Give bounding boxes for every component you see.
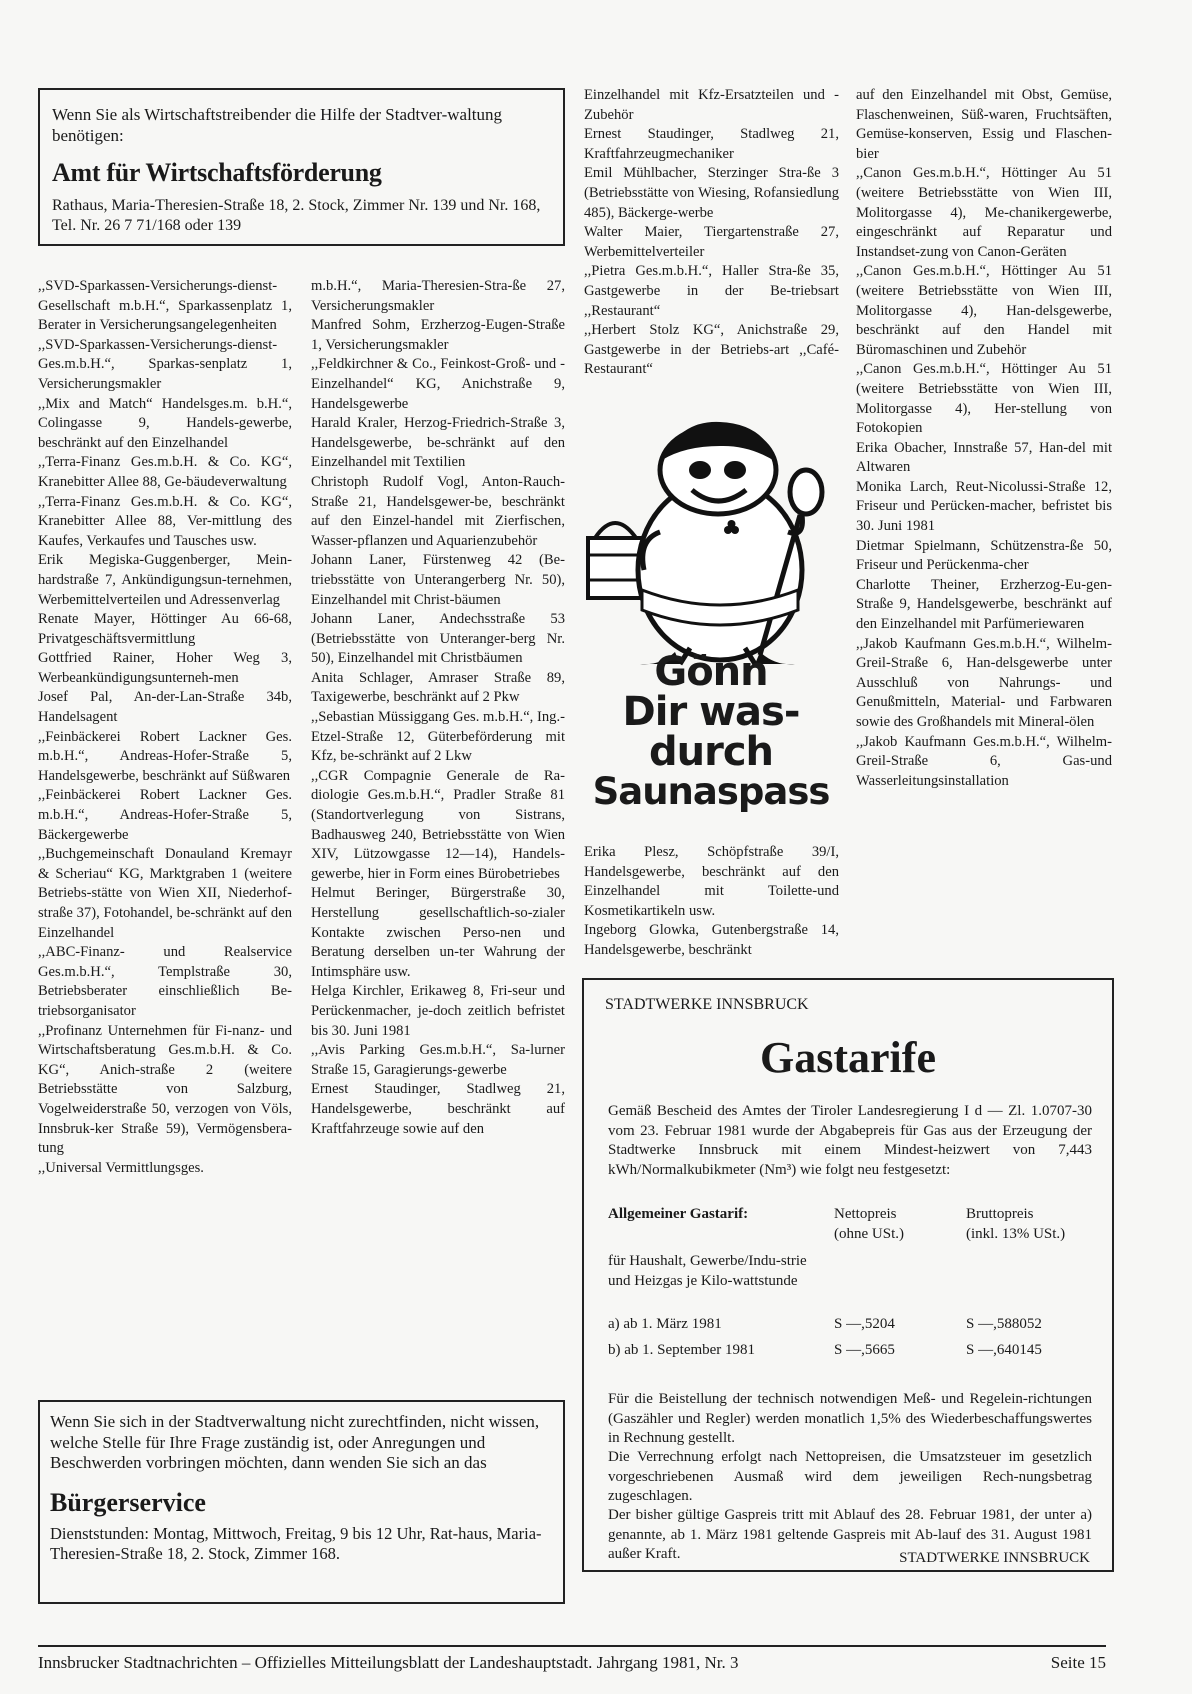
register-entry: Einzelhandel mit Kfz-Ersatzteilen und -Zubehör (584, 87, 839, 123)
column-3-bottom (584, 843, 839, 961)
register-entry: ,,ABC-Finanz- und Realservice Ges.m.b.H.“, Templstraße 30, Betriebsberater einschließlich Be-triebsorganisator (38, 944, 292, 1019)
register-entry: ,,Feinbäckerei Robert Lackner Ges. m.b.H.“, Andreas-Hofer-Straße 5, Bäckergewerbe (38, 787, 292, 843)
register-entry: ,,Pietra Ges.m.b.H.“, Haller Stra-ße 35, Gastgewerbe in der Be-triebsart ,,Restaurant“ (584, 263, 839, 319)
register-entry: ,,Canon Ges.m.b.H.“, Höttinger Au 51 (weitere Betriebsstätte von Wien III, Molitorgasse 4), Me-chanikergewerbe, eingeschränkt auf Reparatur und Instandset-zung von Canon-Geräten (856, 165, 1112, 260)
register-entry: Ernest Staudinger, Stadlweg 21, Kraftfahrzeugmechaniker (584, 126, 839, 162)
footer-publication: Innsbrucker Stadtnachrichten – Offizielles Mitteilungsblatt der Landeshauptstadt. Jahrgang 1981, Nr. 3 (38, 1653, 739, 1672)
gas-row-b-gross: S —,640145 (966, 1342, 1042, 1358)
register-entry: ,,Sebastian Müssiggang Ges. m.b.H.“, Ing.-Etzel-Straße 12, Güterbeförderung mit Kfz, be-schränkt auf 2 Lkw (311, 709, 565, 765)
register-entry: ,,Jakob Kaufmann Ges.m.b.H.“, Wilhelm-Greil-Straße 6, Han-delsgewerbe unter Ausschluß von Nahrungs- und Genußmitteln, Material- und Farbwaren sowie des Großhandels mit Mineral-ölen (856, 635, 1112, 730)
register-entry: Renate Mayer, Höttinger Au 66-68, Privatgeschäftsvermittlung (38, 611, 292, 647)
gas-row-a-net: S —,5204 (834, 1316, 895, 1332)
gas-row-a-gross: S —,588052 (966, 1316, 1042, 1332)
box-intro: Wenn Sie als Wirtschaftstreibender die Hilfe der Stadtver-waltung benötigen: (52, 105, 503, 145)
register-entry: Johann Laner, Fürstenweg 42 (Be-triebsstätte von Unterangerberg Nr. 50), Einzelhandel mit Christ-bäumen (311, 552, 565, 608)
gas-para-1: Für die Beistellung der technisch notwendigen Meß- und Regelein-richtungen (Gaszähler und Regler) werden monatlich 1,5% des Wiederbeschaffungswertes in Rechnung gestellt. (608, 1391, 1092, 1446)
box-address: Rathaus, Maria-Theresien-Straße 18, 2. Stock, Zimmer Nr. 139 und Nr. 168, Tel. Nr. 26 7 71/168 oder 139 (52, 197, 541, 234)
info-box-wirtschaftsfoerderung (38, 88, 565, 246)
register-entry: Ingeborg Glowka, Gutenbergstraße 14, Handelsgewerbe, beschränkt (584, 922, 839, 958)
ad-line-3: durch (648, 729, 774, 775)
register-entry: ,,Universal Vermittlungsges. (38, 1159, 204, 1176)
footer-page-number: Seite 15 (1050, 1653, 1106, 1672)
register-entry: Monika Larch, Reut-Nicolussi-Straße 12, Friseur und Perücken-macher, befristet bis 30. Juni 1981 (856, 478, 1112, 535)
register-entry: ,,SVD-Sparkassen-Versicherungs-dienst-Gesellschaft m.b.H.“, Sparkassenplatz 1, Berater in Versicherungsangelegenheiten (38, 278, 292, 334)
info-box-buergerservice (38, 1400, 565, 1604)
gas-signature: STADTWERKE INNSBRUCK (899, 1550, 1090, 1566)
register-entry: ,,Feldkirchner & Co., Feinkost-Groß- und -Einzelhandel“ KG, Anichstraße 9, Handelsgewerbe (311, 356, 565, 412)
register-entry: ,,CGR Compagnie Generale de Ra-diologie Ges.m.b.H.“, Pradler Straße 81 (Standortverlegung von Sistrans, Badhausweg 240, Betriebsstätte von Wien XIV, Lützowgasse 12—14), Handels-gewerbe, hier in Form eines Bürobetriebes (311, 767, 565, 882)
gas-table-gross-head: Bruttopreis (966, 1206, 1034, 1222)
register-entry: Erika Obacher, Innstraße 57, Han-del mit Altwaren (856, 439, 1112, 476)
register-entry: Dietmar Spielmann, Schützenstra-ße 50, Friseur und Perückenma-cher (856, 537, 1112, 574)
gas-table-gross-sub: (inkl. 13% USt.) (966, 1226, 1066, 1242)
box-title: Amt für Wirtschaftsförderung (52, 158, 382, 187)
register-entry: Erik Megiska-Guggenberger, Mein-hardstraße 7, Ankündigungsun-ternehmen, Werbemittelverteilen und Adressenverlag (38, 552, 292, 608)
gas-title: Gastarife (760, 1033, 936, 1082)
gas-tariff-box (582, 978, 1114, 1572)
register-entry: ,,Avis Parking Ges.m.b.H.“, Sa-lurner Straße 15, Garagierungs-gewerbe (311, 1042, 565, 1078)
register-entry: ,,Buchgemeinschaft Donauland Kremayr & Scheriau“ KG, Marktgraben 1 (weitere Betriebs-stätte von Wien XII, Niederhof-straße 37), Fotohandel, be-schränkt auf den Einzelhandel (38, 846, 292, 941)
register-entry: Johann Laner, Andechsstraße 53 (Betriebsstätte von Unteranger-berg Nr. 50), Einzelhandel mit Christbäumen (311, 611, 565, 667)
register-entry: ,,SVD-Sparkassen-Versicherungs-dienst-Ges.m.b.H.“, Sparkas-senplatz 1, Versicherungsmakler (38, 336, 292, 392)
register-entry: Christoph Rudolf Vogl, Anton-Rauch-Straße 21, Handelsgewer-be, beschränkt auf den Einzel-handel mit Zierfischen, Wasser-pflanzen und Aquarienzubehör (311, 473, 565, 549)
register-entry: ,,Herbert Stolz KG“, Anichstraße 29, Gastgewerbe in der Betriebs-art ,,Café-Restaurant“ (584, 322, 839, 378)
register-entry: Harald Kraler, Herzog-Friedrich-Straße 3, Handelsgewerbe, be-schränkt auf den Einzelhandel mit Textilien (311, 415, 565, 471)
register-entry: Erika Plesz, Schöpfstraße 39/I, Handelsgewerbe, beschränkt auf den Einzelhandel mit Toilette-und Kosmetikartikeln usw. (584, 844, 839, 919)
gas-org: STADTWERKE INNSBRUCK (605, 996, 809, 1013)
register-entry: ,,Profinanz Unternehmen für Fi-nanz- und Wirtschaftsberatung Ges.m.b.H. & Co. KG“, Anich-straße 2 (weitere Betriebsstätte von Salzburg, Vogelweiderstraße 50, verzogen von Völs, Innsbruk-ker Straße 59), Vermögensbera-tung (38, 1022, 292, 1157)
gas-table-label: Allgemeiner Gastarif: (608, 1206, 749, 1222)
gas-intro: Gemäß Bescheid des Amtes der Tiroler Landesregierung I d — Zl. 1.0707-30 vom 23. Februar 1981 wurde der Abgabepreis für Gas aus der Erzeugung der Stadtwerke Innsbruck mit einem Mindest-heizwert von 7,443 kWh/Normalkubikmeter (Nm³) wie folgt neu festgesetzt: (608, 1103, 1092, 1178)
register-entry: Charlotte Theiner, Erzherzog-Eu-gen-Straße 9, Handelsgewerbe, beschränkt auf den Einzelhandel mit Parfümeriewaren (856, 576, 1112, 633)
register-entry: Emil Mühlbacher, Sterzinger Stra-ße 3 (Betriebsstätte von Wiesing, Rofansiedlung 485), Bäckerge-werbe (584, 165, 839, 221)
gas-row-b-net: S —,5665 (834, 1342, 895, 1358)
box-bottom-intro: Wenn Sie sich in der Stadtverwaltung nicht zurechtfinden, nicht wissen, welche Stelle für Ihre Frage zuständig ist, oder Anregungen und Beschwerden vorbringen möchten, dann wenden Sie sich an das (50, 1412, 540, 1472)
register-entry: Manfred Sohm, Erzherzog-Eugen-Straße 1, Versicherungsmakler (311, 317, 565, 353)
register-entry: Ernest Staudinger, Stadlweg 21, Handelsgewerbe, beschränkt auf Kraftfahrzeuge sowie auf den (311, 1081, 565, 1137)
register-entry: Josef Pal, An-der-Lan-Straße 34b, Handelsagent (38, 689, 292, 726)
gas-row-a-label: a) ab 1. März 1981 (608, 1316, 722, 1332)
register-entry: ,,Feinbäckerei Robert Lackner Ges. m.b.H.“, Andreas-Hofer-Straße 5, Handelsgewerbe, beschränkt auf Süßwaren (38, 728, 292, 784)
register-entry: auf den Einzelhandel mit Obst, Gemüse, Flaschenweinen, Süß-waren, Fruchtsäften, Gemüse-konserven, Essig und Flaschen-bier (856, 87, 1112, 162)
register-entry: Walter Maier, Tiergartenstraße 27, Werbemittelverteiler (584, 224, 839, 260)
sauna-mascot-illustration (580, 420, 842, 670)
ad-line-2: Dir was- (622, 689, 800, 735)
gas-table-desc: für Haushalt, Gewerbe/Indu-strie und Heizgas je Kilo-wattstunde (608, 1253, 807, 1289)
column-4 (856, 86, 1112, 791)
column-3-top (584, 86, 839, 380)
column-1 (38, 277, 292, 1178)
register-entry: Helga Kirchler, Erikaweg 8, Fri-seur und Perückenmacher, je-doch zeitlich befristet bis 30. Juni 1981 (311, 983, 565, 1039)
register-entry: Helmut Beringer, Bürgerstraße 30, Herstellung gesellschaftlich-so-zialer Kontakte zwischen Perso-nen und Beratung derselben un-ter Wahrung der Intimsphäre usw. (311, 885, 565, 980)
register-entry: ,,Mix and Match“ Handelsges.m. b.H.“, Colingasse 9, Handels-gewerbe, beschränkt auf den Einzelhandel (38, 395, 292, 451)
box-bottom-title: Bürgerservice (50, 1487, 206, 1517)
box-bottom-hours: Dienststunden: Montag, Mittwoch, Freitag, 9 bis 12 Uhr, Rat-haus, Maria-Theresien-Straße 18, 2. Stock, Zimmer 168. (50, 1523, 542, 1563)
register-entry: m.b.H.“, Maria-Theresien-Stra-ße 27, Versicherungsmakler (311, 278, 565, 314)
register-entry: ,,Canon Ges.m.b.H.“, Höttinger Au 51 (weitere Betriebsstätte von Wien III, Molitorgasse 4), Her-stellung von Fotokopien (856, 361, 1112, 437)
column-2 (311, 277, 565, 1139)
register-entry: Gottfried Rainer, Hoher Weg 3, Werbeankündigungsunterneh-men (38, 650, 292, 686)
gas-para-3: Der bisher gültige Gaspreis tritt mit Ablauf des 28. Februar 1981, der unter a) genannte, ab 1. März 1981 geltende Gaspreis mit Ab-lauf des 31. August 1981 außer Kraft. (608, 1507, 1092, 1562)
register-entry: Anita Schlager, Amraser Straße 89, Taxigewerbe, beschränkt auf 2 Pkw (311, 669, 565, 706)
gas-row-b-label: b) ab 1. September 1981 (608, 1342, 756, 1358)
register-entry: ,,Terra-Finanz Ges.m.b.H. & Co. KG“, Kranebitter Allee 88, Ver-mittlung des Kaufes, Verkaufes und Tausches usw. (38, 493, 292, 549)
gas-para-2: Die Verrechnung erfolgt nach Nettopreisen, die Umsatzsteuer im gesetzlich vorgeschriebenen Ausmaß wird dem jeweiligen Rech-nungsbetrag zugeschlagen. (608, 1449, 1092, 1504)
register-entry: ,,Jakob Kaufmann Ges.m.b.H.“, Wilhelm-Greil-Straße 6, Gas-und Wasserleitungsinstallation (856, 733, 1112, 789)
ad-line-1: Gönn (654, 649, 768, 695)
gas-table-net-sub: (ohne USt.) (834, 1226, 904, 1242)
sauna-advertisement (580, 420, 842, 820)
gas-table-net-head: Nettopreis (834, 1206, 897, 1222)
page-footer (38, 1645, 1106, 1673)
register-entry: ,,Canon Ges.m.b.H.“, Höttinger Au 51 (weitere Betriebsstätte von Wien III, Molitorgasse 4), Han-delsgewerbe, beschränkt auf den Handel mit Büromaschinen und Zubehör (856, 263, 1112, 358)
ad-line-4: Saunaspass (592, 770, 830, 813)
register-entry: ,,Terra-Finanz Ges.m.b.H. & Co. KG“, Kranebitter Allee 88, Ge-bäudeverwaltung (38, 454, 292, 490)
